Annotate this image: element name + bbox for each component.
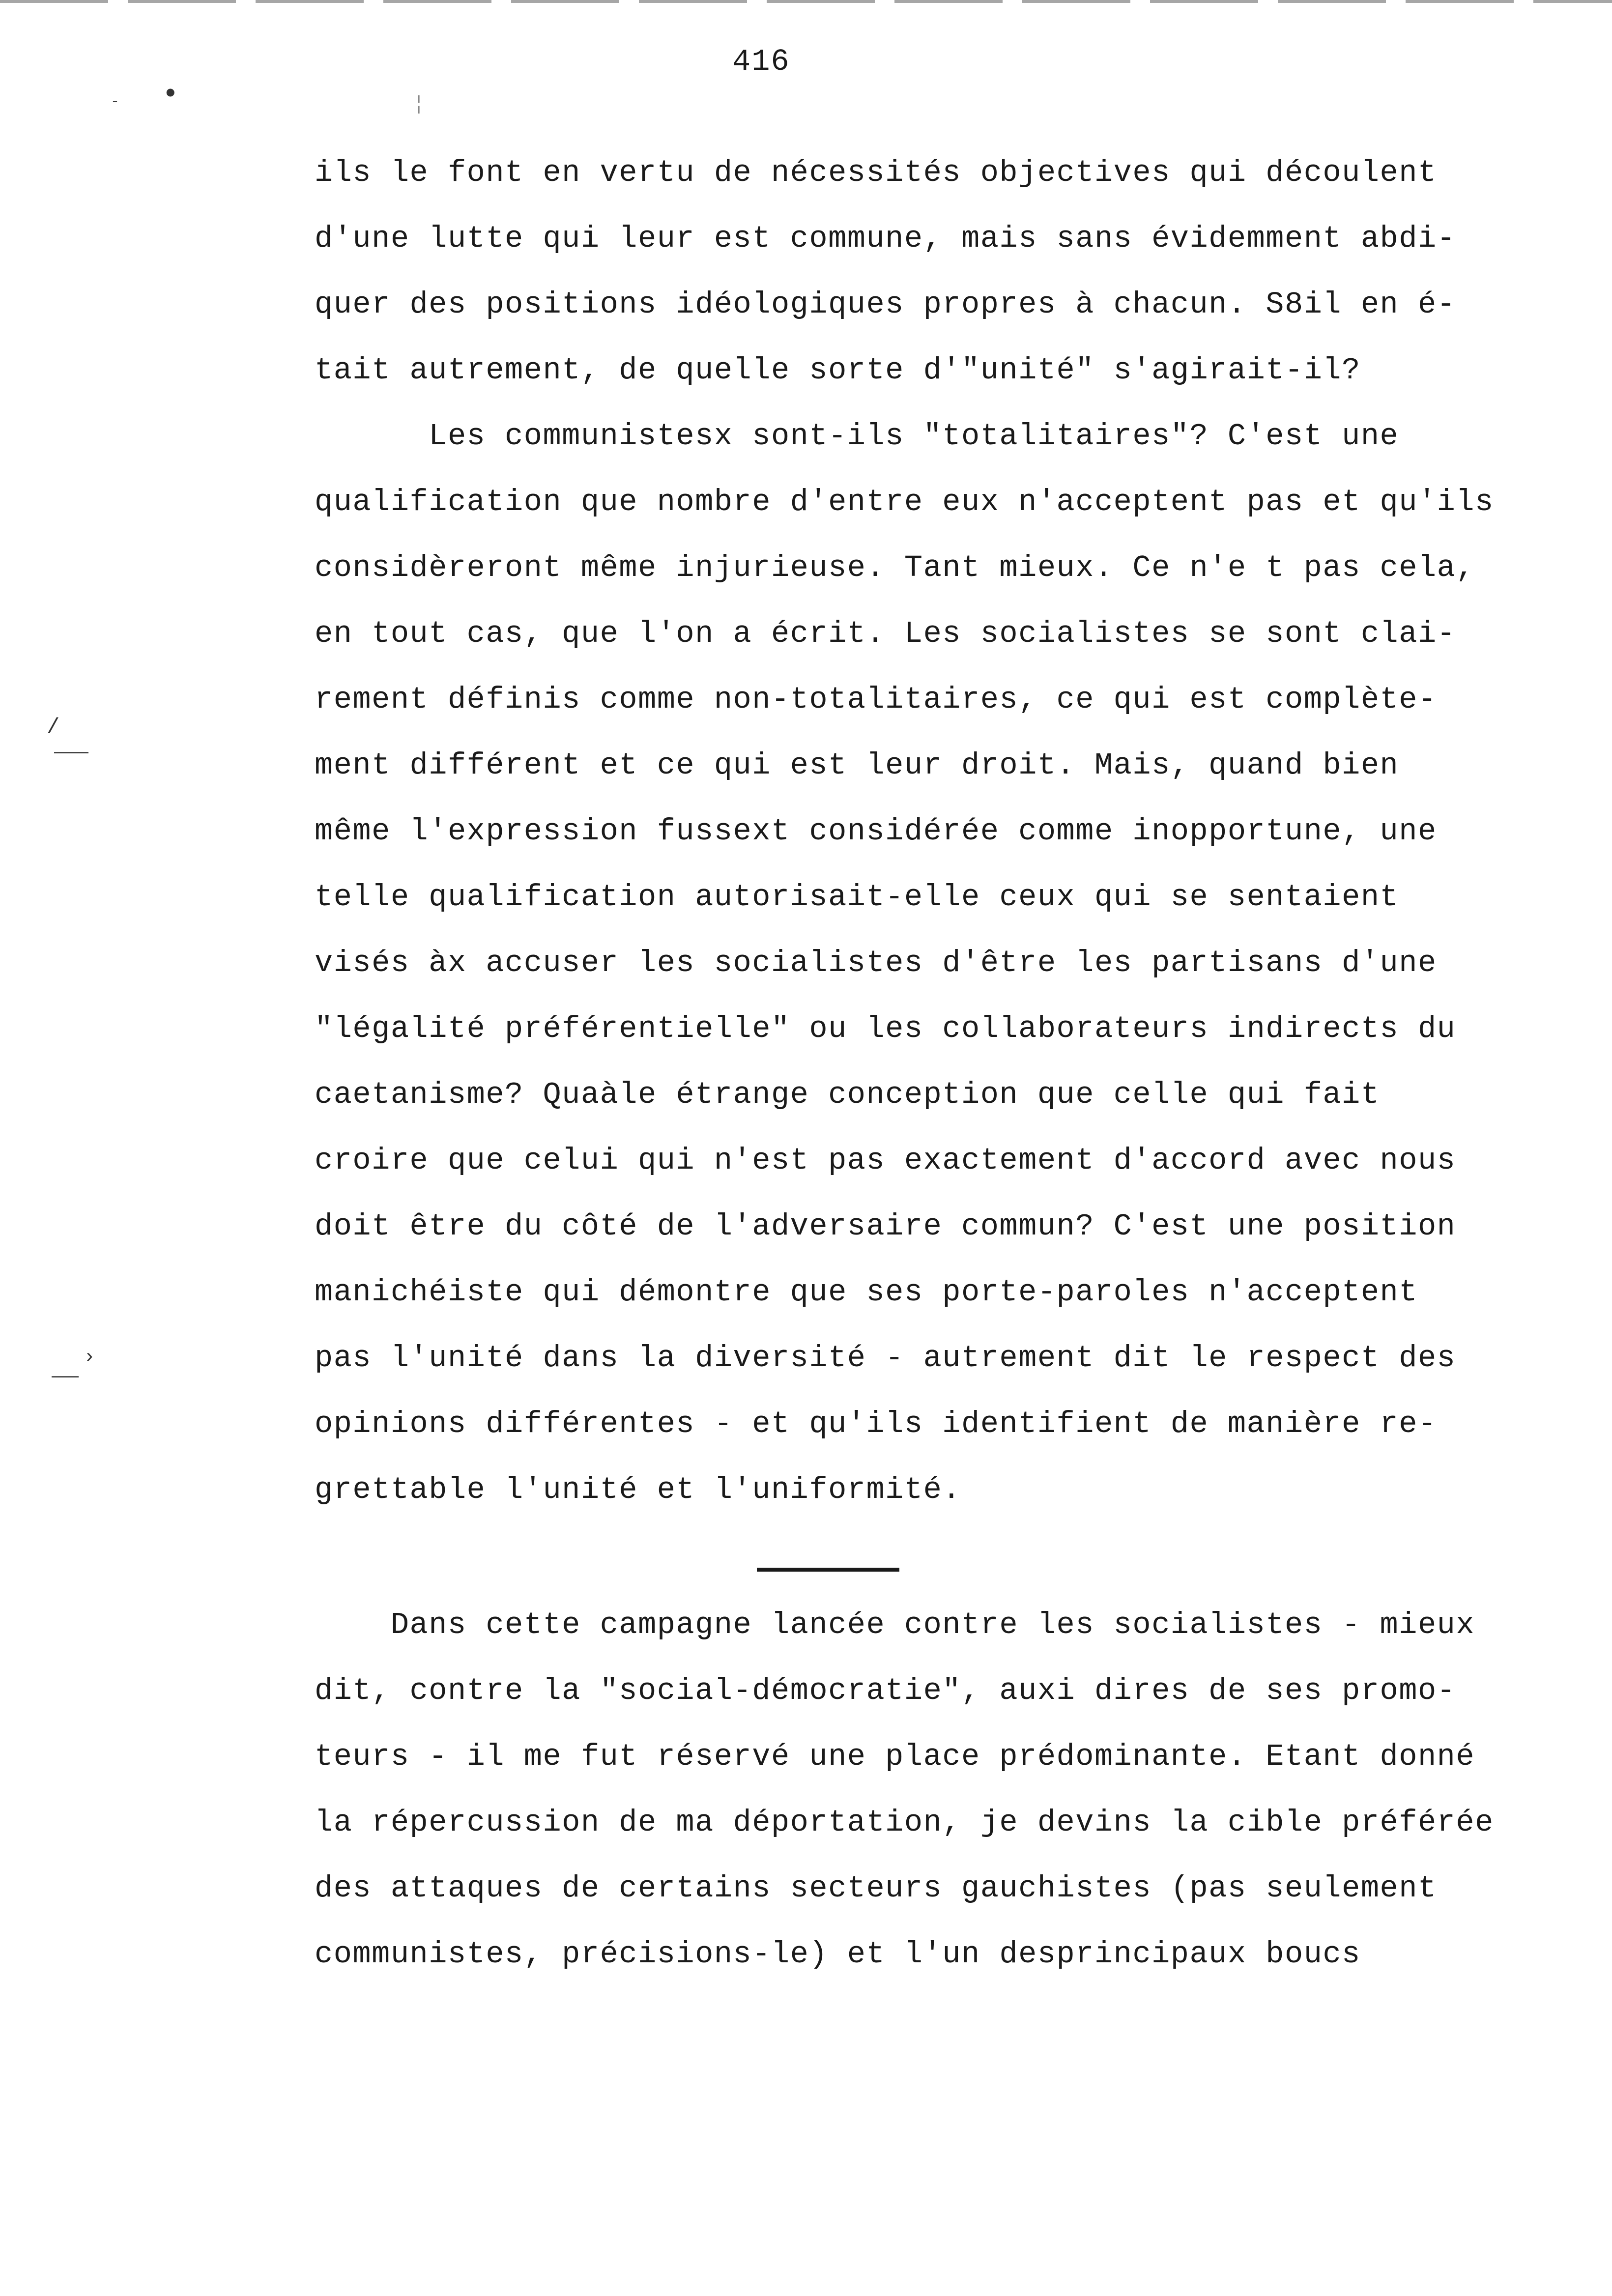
top-edge-rule bbox=[0, 0, 1612, 3]
margin-dash bbox=[52, 1376, 79, 1378]
text-line: la répercussion de ma déportation, je devins la cible préférée bbox=[315, 1805, 1494, 1840]
paragraph-block-2 bbox=[315, 1592, 1592, 1987]
section-separator-rule bbox=[757, 1568, 899, 1572]
paragraph-block-1 bbox=[315, 140, 1573, 1523]
text-line: grettable l'unité et l'uniformité. bbox=[315, 1472, 962, 1507]
text-line: communistes, précisions-le) et l'un desprincipaux boucs bbox=[315, 1937, 1361, 1972]
text-line: visés àx accuser les socialistes d'être les partisans d'une bbox=[315, 946, 1437, 980]
text-line: rement définis comme non-totalitaires, ce qui est complète- bbox=[315, 682, 1437, 717]
text-line: telle qualification autorisait-elle ceux qui se sentaient bbox=[315, 880, 1399, 915]
text-line: ils le font en vertu de nécessités objectives qui découlent bbox=[315, 155, 1437, 190]
text-line: opinions différentes - et qu'ils identifient de manière re- bbox=[315, 1406, 1437, 1441]
margin-mark: › bbox=[84, 1347, 96, 1369]
text-line: pas l'unité dans la diversité - autrement dit le respect des bbox=[315, 1341, 1456, 1376]
text-line: en tout cas, que l'on a écrit. Les socialistes se sont clai- bbox=[315, 616, 1456, 651]
text-line: croire que celui qui n'est pas exactement d'accord avec nous bbox=[315, 1143, 1456, 1178]
text-line: quer des positions idéologiques propres à chacun. S8il en é- bbox=[315, 287, 1456, 322]
text-line: dit, contre la "social-démocratie", auxi dires de ses promo- bbox=[315, 1673, 1456, 1708]
text-line: ment différent et ce qui est leur droit. Mais, quand bien bbox=[315, 748, 1399, 783]
margin-mark: • bbox=[162, 79, 179, 110]
text-line: Dans cette campagne lancée contre les socialistes - mieux bbox=[315, 1607, 1475, 1642]
text-line: des attaques de certains secteurs gauchistes (pas seulement bbox=[315, 1871, 1437, 1906]
text-line: manichéiste qui démontre que ses porte-paroles n'acceptent bbox=[315, 1275, 1418, 1310]
text-line: teurs - il me fut réservé une place prédominante. Etant donné bbox=[315, 1739, 1475, 1774]
text-line: d'une lutte qui leur est commune, mais sans évidemment abdi- bbox=[315, 221, 1456, 256]
text-line: doit être du côté de l'adversaire commun? C'est une position bbox=[315, 1209, 1456, 1244]
margin-mark: / bbox=[47, 715, 60, 740]
text-line: qualification que nombre d'entre eux n'acceptent pas et qu'ils bbox=[315, 485, 1494, 519]
text-line: "légalité préférentielle" ou les collaborateurs indirects du bbox=[315, 1011, 1456, 1046]
text-line: tait autrement, de quelle sorte d'"unité" s'agirait-il? bbox=[315, 353, 1361, 388]
text-line: même l'expression fussext considérée comme inopportune, une bbox=[315, 814, 1437, 849]
text-line: considèreront même injurieuse. Tant mieux. Ce n'e t pas cela, bbox=[315, 550, 1475, 585]
margin-dash bbox=[54, 752, 88, 753]
margin-mark: ¦ bbox=[413, 93, 425, 115]
margin-mark: - bbox=[111, 93, 120, 110]
text-line: caetanisme? Quaàle étrange conception que celle qui fait bbox=[315, 1077, 1380, 1112]
page-number: 416 bbox=[732, 44, 790, 79]
text-line: Les communistesx sont-ils "totalitaires"? C'est une bbox=[315, 419, 1399, 454]
